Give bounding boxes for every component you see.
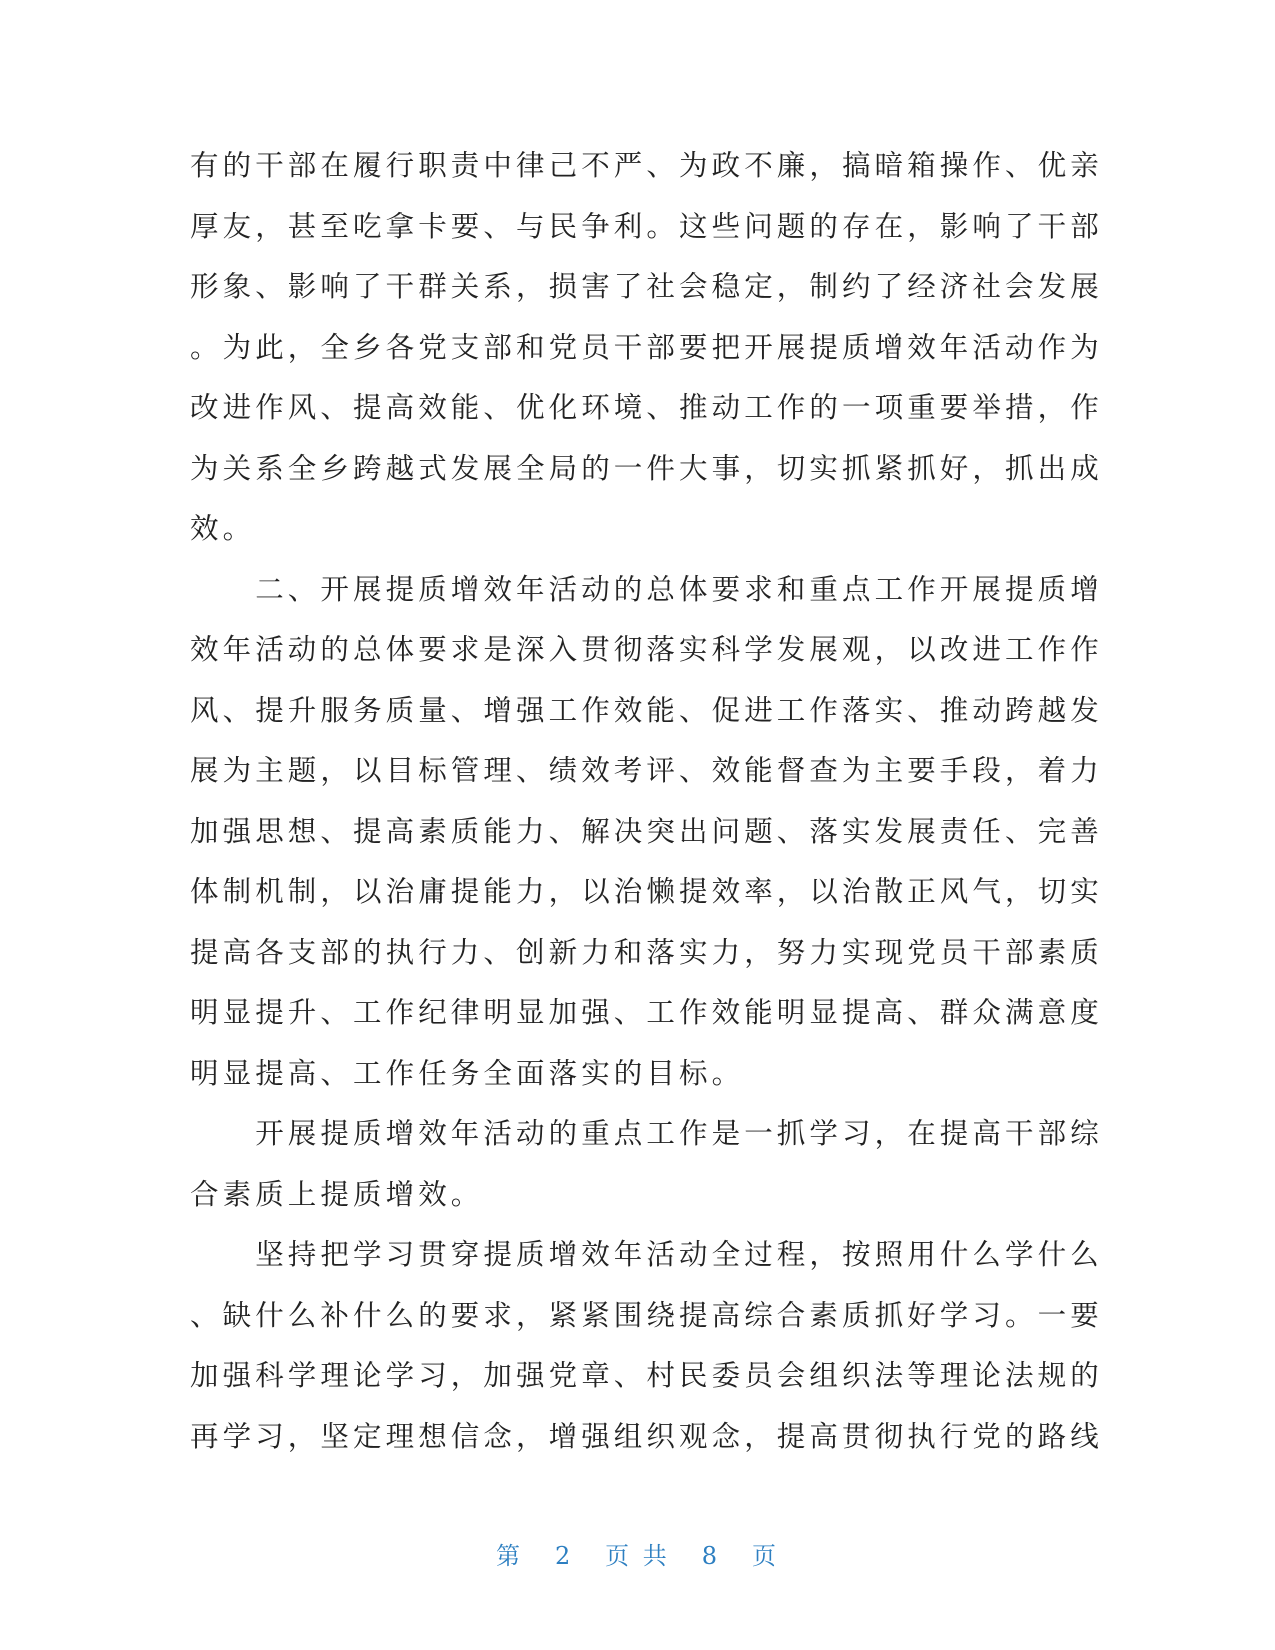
text-line: 开展提质增效年活动的重点工作是一抓学习，在提高干部综 xyxy=(190,1117,1103,1150)
page-footer xyxy=(0,1536,1275,1571)
body-text xyxy=(190,136,1103,1467)
text-line: 坚持把学习贯穿提质增效年活动全过程，按照用什么学什么 xyxy=(190,1238,1103,1271)
text-line: 明显提高、工作任务全面落实的目标。 xyxy=(190,1056,745,1090)
text-line: 改进作风、提高效能、优化环境、推动工作的一项重要举措，作 xyxy=(190,391,1103,424)
text-line: 明显提升、工作纪律明显加强、工作效能明显提高、群众满意度 xyxy=(190,996,1103,1029)
text-line: 体制机制，以治庸提能力，以治懒提效率，以治散正风气，切实 xyxy=(190,875,1103,908)
footer-middle: 页 共 xyxy=(605,1542,670,1570)
footer-prefix: 第 xyxy=(496,1542,524,1570)
text-line: 厚友，甚至吃拿卡要、与民争利。这些问题的存在，影响了干部 xyxy=(190,209,1103,243)
footer-suffix: 页 xyxy=(751,1542,779,1570)
text-line: 展为主题，以目标管理、绩效考评、效能督查为主要手段，着力 xyxy=(190,754,1103,787)
text-line: 。为此，全乡各党支部和党员干部要把开展提质增效年活动作为 xyxy=(190,330,1103,364)
text-line: 再学习，坚定理想信念，增强组织观念，提高贯彻执行党的路线 xyxy=(190,1419,1103,1453)
text-line: 加强思想、提高素质能力、解决突出问题、落实发展责任、完善 xyxy=(190,814,1103,848)
text-line: 加强科学理论学习，加强党章、村民委员会组织法等理论法规的 xyxy=(190,1359,1103,1392)
text-line: 为关系全乡跨越式发展全局的一件大事，切实抓紧抓好，抓出成 xyxy=(190,451,1103,485)
text-line: 形象、影响了干群关系，损害了社会稳定，制约了经济社会发展 xyxy=(190,270,1103,303)
total-pages-number: 8 xyxy=(701,1542,721,1570)
text-line: 效年活动的总体要求是深入贯彻落实科学发展观，以改进工作作 xyxy=(190,633,1103,666)
text-line: 风、提升服务质量、增强工作效能、促进工作落实、推动跨越发 xyxy=(190,693,1103,727)
current-page-number: 2 xyxy=(554,1542,574,1570)
text-line: 效。 xyxy=(190,512,256,545)
text-line: 合素质上提质增效。 xyxy=(190,1177,484,1211)
text-line: 有的干部在履行职责中律己不严、为政不廉，搞暗箱操作、优亲 xyxy=(190,149,1103,182)
text-line: 、缺什么补什么的要求，紧紧围绕提高综合素质抓好学习。一要 xyxy=(190,1298,1103,1332)
text-line: 提高各支部的执行力、创新力和落实力，努力实现党员干部素质 xyxy=(190,935,1103,969)
text-line: 二、开展提质增效年活动的总体要求和重点工作开展提质增 xyxy=(190,572,1103,606)
